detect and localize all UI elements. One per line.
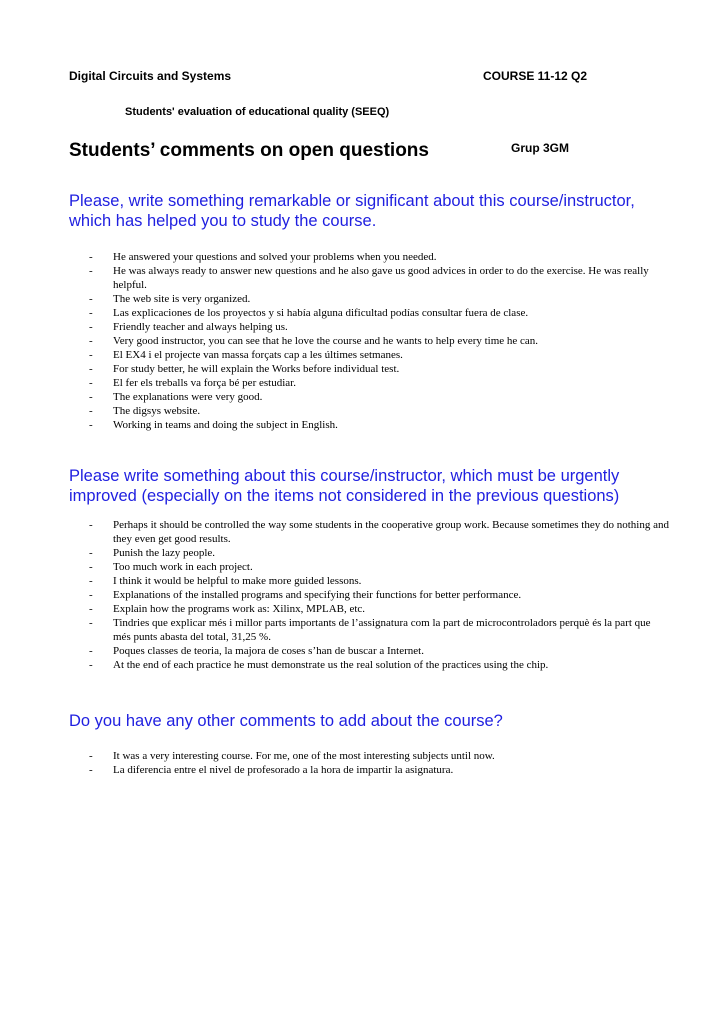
comment-text: Friendly teacher and always helping us. bbox=[113, 321, 288, 333]
bullet-dash: - bbox=[89, 617, 93, 629]
comment-item bbox=[89, 616, 669, 644]
group-label: Grup 3GM bbox=[511, 141, 570, 155]
bullet-dash: - bbox=[89, 377, 93, 389]
comment-text: Too much work in each project. bbox=[113, 561, 253, 573]
comment-item bbox=[89, 749, 669, 763]
comment-item bbox=[89, 390, 669, 404]
bullet-dash: - bbox=[89, 764, 93, 776]
comment-item bbox=[89, 292, 669, 306]
comment-item bbox=[89, 560, 669, 574]
comment-text: Explain how the programs work as: Xilinx, MPLAB, etc. bbox=[113, 603, 366, 615]
bullet-dash: - bbox=[89, 265, 93, 277]
comment-item bbox=[89, 376, 669, 390]
comment-item bbox=[89, 588, 669, 602]
comment-text: Las explicaciones de los proyectos y si había alguna dificultad podías consultar fuera de clase. bbox=[113, 307, 529, 319]
comment-item bbox=[89, 404, 669, 418]
comment-text: Poques classes de teoria, la majora de coses s’han de buscar a Internet. bbox=[113, 645, 424, 657]
bullet-dash: - bbox=[89, 419, 93, 431]
comment-item bbox=[89, 306, 669, 320]
comment-item bbox=[89, 602, 669, 616]
bullet-dash: - bbox=[89, 391, 93, 403]
comment-item bbox=[89, 250, 669, 264]
comment-text: El EX4 i el projecte van massa forçats cap a les últimes setmanes. bbox=[113, 349, 403, 361]
comment-text: It was a very interesting course. For me, one of the most interesting subjects until now. bbox=[113, 750, 495, 762]
bullet-dash: - bbox=[89, 519, 93, 531]
bullet-dash: - bbox=[89, 659, 93, 671]
comment-item bbox=[89, 546, 669, 560]
comment-item bbox=[89, 644, 669, 658]
bullet-dash: - bbox=[89, 561, 93, 573]
comment-text: The explanations were very good. bbox=[113, 391, 263, 403]
bullet-dash: - bbox=[89, 575, 93, 587]
comment-list-2 bbox=[89, 518, 669, 672]
comment-item bbox=[89, 264, 669, 292]
bullet-dash: - bbox=[89, 603, 93, 615]
comment-text: He answered your questions and solved your problems when you needed. bbox=[113, 251, 437, 263]
bullet-dash: - bbox=[89, 750, 93, 762]
question-2: Please write something about this course/instructor, which must be urgently improved (especially on the items not considered in the previous questions) bbox=[69, 467, 620, 505]
comment-text: Working in teams and doing the subject in English. bbox=[113, 419, 338, 431]
survey-subtitle: Students' evaluation of educational quality (SEEQ) bbox=[125, 106, 390, 118]
comment-item bbox=[89, 418, 669, 432]
comment-text: Very good instructor, you can see that he love the course and he wants to help every time he can. bbox=[113, 335, 539, 347]
comment-text: Perhaps it should be controlled the way some students in the cooperative group work. Because sometimes they do nothing and they even get good results. bbox=[113, 519, 669, 545]
page-title: Students’ comments on open questions bbox=[69, 140, 429, 161]
comment-text: The digsys website. bbox=[113, 405, 201, 417]
comment-text: Punish the lazy people. bbox=[113, 547, 216, 559]
bullet-dash: - bbox=[89, 251, 93, 263]
comment-item bbox=[89, 362, 669, 376]
comment-text: La diferencia entre el nivel de profesorado a la hora de impartir la asignatura. bbox=[113, 764, 454, 776]
course-name: Digital Circuits and Systems bbox=[69, 69, 232, 83]
course-code: COURSE 11-12 Q2 bbox=[483, 69, 588, 83]
comment-text: El fer els treballs va força bé per estudiar. bbox=[113, 377, 296, 389]
comment-item bbox=[89, 518, 669, 546]
bullet-dash: - bbox=[89, 547, 93, 559]
bullet-dash: - bbox=[89, 307, 93, 319]
question-1: Please, write something remarkable or significant about this course/instructor, which has helped you to study the course. bbox=[69, 192, 635, 230]
comment-item bbox=[89, 658, 669, 672]
comment-text: At the end of each practice he must demonstrate us the real solution of the practices using the chip. bbox=[113, 659, 549, 671]
comment-list-1 bbox=[89, 250, 669, 432]
bullet-dash: - bbox=[89, 335, 93, 347]
bullet-dash: - bbox=[89, 589, 93, 601]
bullet-dash: - bbox=[89, 349, 93, 361]
comment-list-3 bbox=[89, 749, 669, 777]
bullet-dash: - bbox=[89, 321, 93, 333]
comment-text: Explanations of the installed programs and specifying their functions for better performance. bbox=[113, 589, 522, 601]
bullet-dash: - bbox=[89, 405, 93, 417]
comment-item bbox=[89, 763, 669, 777]
comment-text: He was always ready to answer new questions and he also gave us good advices in order to do the exercise. He was really helpful. bbox=[113, 265, 649, 291]
question-3: Do you have any other comments to add about the course? bbox=[69, 712, 503, 730]
bullet-dash: - bbox=[89, 645, 93, 657]
comment-item bbox=[89, 320, 669, 334]
comment-item bbox=[89, 348, 669, 362]
comment-item bbox=[89, 574, 669, 588]
comment-text: The web site is very organized. bbox=[113, 293, 251, 305]
comment-text: Tindries que explicar més i millor parts importants de l’assignatura com la part de microcontroladors perquè és la part que més punts abasta del total, 31,25 %. bbox=[113, 617, 651, 643]
comment-text: I think it would be helpful to make more guided lessons. bbox=[113, 575, 362, 587]
comment-item bbox=[89, 334, 669, 348]
bullet-dash: - bbox=[89, 293, 93, 305]
comment-text: For study better, he will explain the Works before individual test. bbox=[113, 363, 400, 375]
bullet-dash: - bbox=[89, 363, 93, 375]
